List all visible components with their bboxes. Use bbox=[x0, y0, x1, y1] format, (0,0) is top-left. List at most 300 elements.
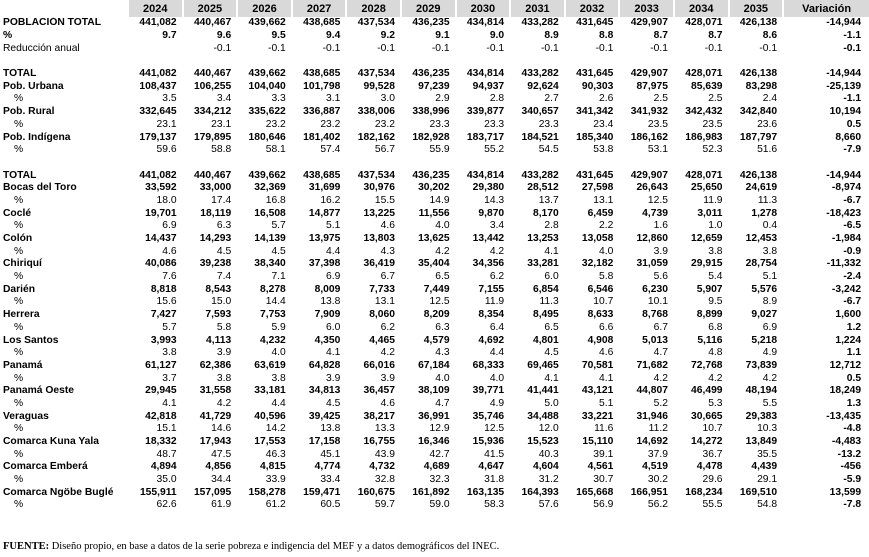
value-cell: 9.1 bbox=[435, 30, 450, 42]
value-cell: 7,753 bbox=[260, 309, 286, 321]
value-cell: 3,011 bbox=[697, 207, 723, 219]
variation-cell: 1.3 bbox=[846, 397, 862, 409]
value-cell: 12.5 bbox=[429, 296, 450, 308]
value-cell: 7.6 bbox=[162, 271, 177, 283]
value-cell: 36,991 bbox=[418, 410, 450, 422]
variation-cell: 0.5 bbox=[846, 118, 862, 130]
year-header: 2028 bbox=[346, 0, 401, 17]
value-cell: 3.8 bbox=[162, 347, 177, 359]
value-cell: 7,427 bbox=[150, 309, 177, 321]
value-cell: 62.6 bbox=[156, 499, 177, 511]
table-row bbox=[0, 334, 869, 347]
value-cell: 51.6 bbox=[757, 144, 778, 156]
value-cell: 4.6 bbox=[380, 220, 395, 232]
row-label: Darién bbox=[3, 283, 36, 295]
value-cell: 30.7 bbox=[593, 474, 614, 486]
value-cell: 341,932 bbox=[630, 106, 668, 118]
value-cell: 4.1 bbox=[326, 347, 341, 359]
value-cell: 23.3 bbox=[484, 118, 505, 130]
value-cell: 61.9 bbox=[211, 499, 232, 511]
value-cell: 157,095 bbox=[193, 486, 232, 498]
variation-cell: 1.2 bbox=[846, 321, 862, 333]
value-cell: 437,534 bbox=[357, 68, 395, 80]
value-cell: 2.7 bbox=[544, 93, 559, 105]
value-cell: 32,369 bbox=[254, 182, 286, 194]
value-cell: 335,622 bbox=[248, 106, 286, 118]
value-cell: 32,182 bbox=[581, 258, 614, 270]
value-cell: 16,508 bbox=[254, 207, 286, 219]
value-cell: 28,512 bbox=[527, 182, 559, 194]
value-cell: 40,596 bbox=[254, 410, 286, 422]
value-cell: 7,449 bbox=[423, 283, 450, 295]
value-cell: 5.1 bbox=[326, 220, 341, 232]
value-cell: 2.9 bbox=[435, 93, 450, 105]
value-cell: 53.8 bbox=[593, 144, 614, 156]
value-cell: 3.5 bbox=[162, 93, 177, 105]
table-row bbox=[0, 30, 869, 43]
value-cell: 184,521 bbox=[521, 131, 559, 143]
row-label: % bbox=[14, 194, 24, 206]
value-cell: 3.3 bbox=[271, 93, 286, 105]
table-row bbox=[0, 271, 869, 284]
value-cell: 2.8 bbox=[489, 93, 505, 105]
value-cell: 4,692 bbox=[478, 334, 505, 346]
value-cell: 441,082 bbox=[139, 169, 177, 181]
value-cell: 38,109 bbox=[418, 385, 450, 397]
value-cell: 8.9 bbox=[544, 30, 559, 42]
value-cell: 8.7 bbox=[708, 30, 723, 42]
variation-cell: -4,483 bbox=[831, 436, 862, 448]
value-cell: 2.5 bbox=[653, 93, 668, 105]
value-cell: 16,346 bbox=[418, 436, 450, 448]
value-cell: 4,439 bbox=[751, 461, 778, 473]
value-cell: 9.5 bbox=[708, 296, 723, 308]
value-cell: 4.1 bbox=[599, 372, 614, 384]
value-cell: 94,937 bbox=[472, 80, 505, 92]
year-header: 2034 bbox=[674, 0, 729, 17]
value-cell: 59.6 bbox=[156, 144, 177, 156]
value-cell: 4.6 bbox=[599, 347, 614, 359]
value-cell: 438,685 bbox=[303, 68, 341, 80]
value-cell: 23.2 bbox=[374, 118, 395, 130]
table-row bbox=[0, 182, 869, 195]
value-cell: 32.8 bbox=[374, 474, 395, 486]
value-cell: 4,113 bbox=[205, 334, 232, 346]
value-cell: 0.4 bbox=[762, 220, 778, 232]
value-cell: 29.6 bbox=[702, 474, 723, 486]
value-cell: 4.7 bbox=[435, 397, 450, 409]
value-cell: 8,768 bbox=[642, 309, 668, 321]
value-cell: 2.6 bbox=[599, 93, 614, 105]
value-cell: 58.3 bbox=[484, 499, 505, 511]
table-row bbox=[0, 131, 869, 144]
row-label: Los Santos bbox=[3, 334, 59, 346]
value-cell: 27,598 bbox=[581, 182, 614, 194]
variation-cell: -1,984 bbox=[831, 233, 862, 245]
table-row bbox=[0, 283, 869, 296]
row-label: % bbox=[14, 220, 24, 232]
value-cell: 5.8 bbox=[599, 271, 614, 283]
value-cell: 342,432 bbox=[685, 106, 723, 118]
value-cell: 338,006 bbox=[357, 106, 395, 118]
value-cell: 6.7 bbox=[380, 271, 395, 283]
value-cell: 5,116 bbox=[697, 334, 723, 346]
variation-cell: 1,600 bbox=[835, 309, 862, 321]
value-cell: 8.7 bbox=[653, 30, 668, 42]
value-cell: -0.1 bbox=[268, 42, 286, 54]
value-cell: 33.9 bbox=[265, 474, 286, 486]
value-cell: 17,943 bbox=[199, 436, 232, 448]
value-cell: 26,643 bbox=[636, 182, 668, 194]
value-cell: 31,946 bbox=[636, 410, 668, 422]
value-cell: 4.2 bbox=[489, 245, 505, 257]
value-cell: 4,894 bbox=[150, 461, 177, 473]
spacer-row bbox=[0, 55, 869, 68]
row-label: Comarca Kuna Yala bbox=[3, 436, 99, 448]
row-label: Pob. Indígena bbox=[3, 131, 71, 143]
value-cell: 1.6 bbox=[653, 220, 668, 232]
value-cell: 10.7 bbox=[593, 296, 614, 308]
value-cell: 15.6 bbox=[156, 296, 177, 308]
value-cell: 3.0 bbox=[380, 93, 395, 105]
variation-cell: -8,974 bbox=[831, 182, 862, 194]
value-cell: 3.7 bbox=[162, 372, 177, 384]
value-cell: 4.2 bbox=[762, 372, 778, 384]
value-cell: 4.0 bbox=[271, 347, 286, 359]
value-cell: -0.1 bbox=[377, 42, 395, 54]
value-cell: 182,928 bbox=[412, 131, 450, 143]
table-row bbox=[0, 322, 869, 335]
value-cell: 2.4 bbox=[762, 93, 778, 105]
value-cell: 9.4 bbox=[326, 30, 341, 42]
value-cell: 33,181 bbox=[254, 385, 286, 397]
value-cell: 15.0 bbox=[211, 296, 232, 308]
value-cell: 11.3 bbox=[539, 296, 559, 308]
value-cell: 12.0 bbox=[538, 423, 559, 435]
value-cell: 434,814 bbox=[466, 169, 505, 181]
value-cell: 341,342 bbox=[576, 106, 614, 118]
row-label: Panamá Oeste bbox=[3, 385, 74, 397]
value-cell: 4.9 bbox=[489, 397, 505, 409]
table-row bbox=[0, 258, 869, 271]
value-cell: 23.1 bbox=[211, 118, 232, 130]
value-cell: 16.8 bbox=[265, 194, 286, 206]
value-cell: 18,332 bbox=[145, 436, 177, 448]
value-cell: 431,645 bbox=[576, 169, 614, 181]
value-cell: 101,798 bbox=[303, 80, 341, 92]
value-cell: 3.9 bbox=[326, 372, 341, 384]
table-row bbox=[0, 169, 869, 182]
variation-cell: -14,944 bbox=[826, 68, 862, 80]
value-cell: 439,662 bbox=[248, 17, 286, 29]
value-cell: 4,350 bbox=[314, 334, 341, 346]
variation-cell: -0.1 bbox=[843, 42, 862, 54]
value-cell: 13,975 bbox=[308, 233, 341, 245]
value-cell: 155,911 bbox=[139, 486, 177, 498]
value-cell: 6.0 bbox=[326, 321, 341, 333]
variation-cell: -14,944 bbox=[826, 17, 862, 29]
value-cell: 56.9 bbox=[593, 499, 614, 511]
row-label: Panamá bbox=[3, 359, 43, 371]
value-cell: 3.4 bbox=[489, 220, 505, 232]
value-cell: 438,685 bbox=[303, 17, 341, 29]
value-cell: 9,027 bbox=[751, 309, 778, 321]
value-cell: 440,467 bbox=[193, 68, 232, 80]
value-cell: 6,546 bbox=[587, 283, 614, 295]
value-cell: 15,523 bbox=[527, 436, 559, 448]
value-cell: 42,818 bbox=[145, 410, 177, 422]
row-label: Bocas del Toro bbox=[3, 182, 77, 194]
value-cell: 23.3 bbox=[538, 118, 559, 130]
value-cell: 40.3 bbox=[538, 448, 559, 460]
value-cell: -0.1 bbox=[431, 42, 450, 54]
value-cell: 334,212 bbox=[193, 106, 232, 118]
variation-cell: -11,332 bbox=[826, 258, 862, 270]
value-cell: 8,818 bbox=[150, 283, 177, 295]
table-row bbox=[0, 106, 869, 119]
value-cell: 6.7 bbox=[653, 321, 668, 333]
value-cell: 30,665 bbox=[691, 410, 723, 422]
value-cell: 14,139 bbox=[254, 233, 286, 245]
row-label: % bbox=[14, 144, 24, 156]
value-cell: 33,592 bbox=[145, 182, 177, 194]
value-cell: 436,235 bbox=[412, 68, 450, 80]
value-cell: 31,699 bbox=[308, 182, 341, 194]
value-cell: 13.1 bbox=[374, 296, 395, 308]
year-header: 2029 bbox=[401, 0, 456, 17]
value-cell: 187,797 bbox=[739, 131, 778, 143]
variation-cell: -7.9 bbox=[843, 144, 862, 156]
value-cell: 434,814 bbox=[466, 17, 505, 29]
value-cell: 4.0 bbox=[599, 245, 614, 257]
value-cell: 33.4 bbox=[320, 474, 341, 486]
value-cell: 5,907 bbox=[696, 283, 723, 295]
value-cell: 4.3 bbox=[435, 347, 450, 359]
value-cell: 5,013 bbox=[642, 334, 668, 346]
row-label: % bbox=[14, 347, 24, 359]
value-cell: 338,996 bbox=[412, 106, 450, 118]
variation-cell: -5.9 bbox=[843, 474, 862, 486]
value-cell: 62,386 bbox=[199, 359, 232, 371]
value-cell: 41,441 bbox=[527, 385, 559, 397]
value-cell: 5.7 bbox=[271, 220, 286, 232]
row-label: % bbox=[3, 30, 13, 42]
value-cell: 11.9 bbox=[484, 296, 505, 308]
value-cell: 92,624 bbox=[527, 80, 559, 92]
table-row bbox=[0, 360, 869, 373]
year-header: 2032 bbox=[565, 0, 620, 17]
value-cell: 2.8 bbox=[544, 220, 559, 232]
value-cell: 439,662 bbox=[248, 169, 286, 181]
value-cell: 9.2 bbox=[380, 30, 395, 42]
value-cell: 4.4 bbox=[271, 397, 286, 409]
value-cell: 23.5 bbox=[702, 118, 723, 130]
table-row bbox=[0, 245, 869, 258]
value-cell: 6.3 bbox=[216, 220, 232, 232]
value-cell: 38,217 bbox=[363, 410, 395, 422]
value-cell: 12,860 bbox=[636, 233, 668, 245]
value-cell: 4.2 bbox=[653, 372, 668, 384]
value-cell: 58.8 bbox=[211, 144, 232, 156]
value-cell: 36.7 bbox=[702, 448, 723, 460]
value-cell: 4.5 bbox=[326, 397, 341, 409]
value-cell: 168,234 bbox=[685, 486, 723, 498]
value-cell: 163,135 bbox=[466, 486, 505, 498]
value-cell: 31,558 bbox=[199, 385, 232, 397]
value-cell: 4.2 bbox=[380, 347, 395, 359]
value-cell: 8,899 bbox=[696, 309, 723, 321]
value-cell: 4,774 bbox=[314, 461, 341, 473]
value-cell: -0.1 bbox=[213, 42, 232, 54]
value-cell: 39,425 bbox=[308, 410, 341, 422]
value-cell: -0.1 bbox=[486, 42, 505, 54]
value-cell: 5.0 bbox=[544, 397, 559, 409]
value-cell: 6,230 bbox=[642, 283, 668, 295]
row-label: % bbox=[14, 245, 24, 257]
variation-cell: -3,242 bbox=[831, 283, 862, 295]
value-cell: 15,110 bbox=[582, 436, 614, 448]
value-cell: 34,488 bbox=[527, 410, 559, 422]
row-label: Colón bbox=[3, 233, 33, 245]
value-cell: 12,453 bbox=[745, 233, 778, 245]
value-cell: 28,754 bbox=[745, 258, 778, 270]
value-cell: 30.2 bbox=[647, 474, 668, 486]
row-label: % bbox=[14, 474, 24, 486]
table-row bbox=[0, 372, 869, 385]
value-cell: 10.1 bbox=[647, 296, 668, 308]
row-label: Coclé bbox=[3, 207, 32, 219]
variation-cell: 12,712 bbox=[829, 359, 862, 371]
spacer-row bbox=[0, 157, 869, 170]
value-cell: 17,158 bbox=[308, 436, 341, 448]
value-cell: 31,059 bbox=[636, 258, 668, 270]
value-cell: 433,282 bbox=[521, 169, 559, 181]
value-cell: 4.1 bbox=[544, 245, 559, 257]
value-cell: 8,633 bbox=[587, 309, 614, 321]
value-cell: 13.8 bbox=[320, 423, 341, 435]
value-cell: 63,619 bbox=[254, 359, 286, 371]
variation-cell: -6.7 bbox=[843, 296, 862, 308]
value-cell: 10.3 bbox=[757, 423, 778, 435]
value-cell: 29.1 bbox=[757, 474, 778, 486]
variation-cell: 0.5 bbox=[846, 372, 862, 384]
value-cell: 25,650 bbox=[691, 182, 723, 194]
value-cell: -0.1 bbox=[541, 42, 559, 54]
source-prefix: FUENTE: bbox=[3, 541, 50, 552]
value-cell: 3.8 bbox=[708, 245, 723, 257]
value-cell: 85,639 bbox=[691, 80, 723, 92]
row-label: % bbox=[14, 448, 24, 460]
value-cell: 4.5 bbox=[544, 347, 559, 359]
value-cell: 4.4 bbox=[326, 245, 341, 257]
value-cell: 433,282 bbox=[521, 68, 559, 80]
value-cell: -0.1 bbox=[759, 42, 778, 54]
value-cell: 186,983 bbox=[685, 131, 723, 143]
value-cell: 10.7 bbox=[702, 423, 723, 435]
value-cell: 441,082 bbox=[139, 17, 177, 29]
value-cell: 5,576 bbox=[751, 283, 778, 295]
value-cell: 99,528 bbox=[363, 80, 395, 92]
value-cell: 428,071 bbox=[685, 17, 723, 29]
spacer-cell bbox=[0, 55, 869, 68]
value-cell: 4.9 bbox=[762, 347, 778, 359]
variation-cell: 1.1 bbox=[846, 347, 862, 359]
variation-cell: 13,599 bbox=[829, 486, 862, 498]
value-cell: 32.3 bbox=[429, 474, 450, 486]
value-cell: 6.2 bbox=[380, 321, 395, 333]
value-cell: 8.8 bbox=[599, 30, 614, 42]
value-cell: 6.4 bbox=[489, 321, 505, 333]
variation-cell: -6.5 bbox=[843, 220, 862, 232]
value-cell: 426,138 bbox=[739, 68, 778, 80]
variation-cell: -13,435 bbox=[826, 410, 862, 422]
year-header: 2033 bbox=[619, 0, 674, 17]
value-cell: 36,419 bbox=[363, 258, 395, 270]
value-cell: 428,071 bbox=[685, 68, 723, 80]
value-cell: 429,907 bbox=[630, 17, 668, 29]
value-cell: 4,519 bbox=[642, 461, 668, 473]
value-cell: 9,870 bbox=[478, 207, 505, 219]
value-cell: 15,936 bbox=[472, 436, 505, 448]
value-cell: 41,729 bbox=[199, 410, 232, 422]
table-row bbox=[0, 423, 869, 436]
value-cell: 4.1 bbox=[162, 397, 177, 409]
value-cell: 11.6 bbox=[594, 423, 614, 435]
table-header bbox=[0, 0, 869, 17]
value-cell: 31.8 bbox=[484, 474, 505, 486]
variation-cell: -2.4 bbox=[843, 271, 862, 283]
value-cell: 34.4 bbox=[211, 474, 232, 486]
value-cell: 35.5 bbox=[757, 448, 778, 460]
value-cell: 34,813 bbox=[308, 385, 341, 397]
value-cell: 4,908 bbox=[587, 334, 614, 346]
value-cell: 71,682 bbox=[636, 359, 668, 371]
row-label: % bbox=[14, 397, 24, 409]
value-cell: 16.2 bbox=[320, 194, 341, 206]
row-label: % bbox=[14, 93, 24, 105]
value-cell: 46.3 bbox=[265, 448, 286, 460]
value-cell: 70,581 bbox=[581, 359, 614, 371]
value-cell: 13,058 bbox=[581, 233, 614, 245]
value-cell: 53.1 bbox=[647, 144, 668, 156]
row-label: Pob. Rural bbox=[3, 106, 55, 118]
value-cell: 67,184 bbox=[418, 359, 450, 371]
value-cell: 106,255 bbox=[193, 80, 232, 92]
value-cell: 55.2 bbox=[484, 144, 505, 156]
value-cell: 34,356 bbox=[472, 258, 505, 270]
value-cell: 90,303 bbox=[581, 80, 614, 92]
value-cell: 72,768 bbox=[691, 359, 723, 371]
value-cell: 8,170 bbox=[532, 207, 559, 219]
value-cell: 166,951 bbox=[630, 486, 668, 498]
variation-cell: 18,249 bbox=[829, 385, 862, 397]
value-cell: 13.3 bbox=[374, 423, 395, 435]
variation-cell: -4.8 bbox=[843, 423, 862, 435]
year-header: 2025 bbox=[183, 0, 238, 17]
value-cell: -0.1 bbox=[704, 42, 723, 54]
value-cell: 7.4 bbox=[216, 271, 232, 283]
value-cell: 8,278 bbox=[260, 283, 286, 295]
table-row bbox=[0, 233, 869, 246]
value-cell: 6.0 bbox=[544, 271, 559, 283]
row-label: % bbox=[14, 423, 24, 435]
value-cell: 179,137 bbox=[139, 131, 177, 143]
value-cell: 4.2 bbox=[216, 397, 232, 409]
value-cell: 60.5 bbox=[320, 499, 341, 511]
value-cell: 11.2 bbox=[648, 423, 668, 435]
value-cell: 4,465 bbox=[369, 334, 395, 346]
value-cell: 15.1 bbox=[156, 423, 177, 435]
